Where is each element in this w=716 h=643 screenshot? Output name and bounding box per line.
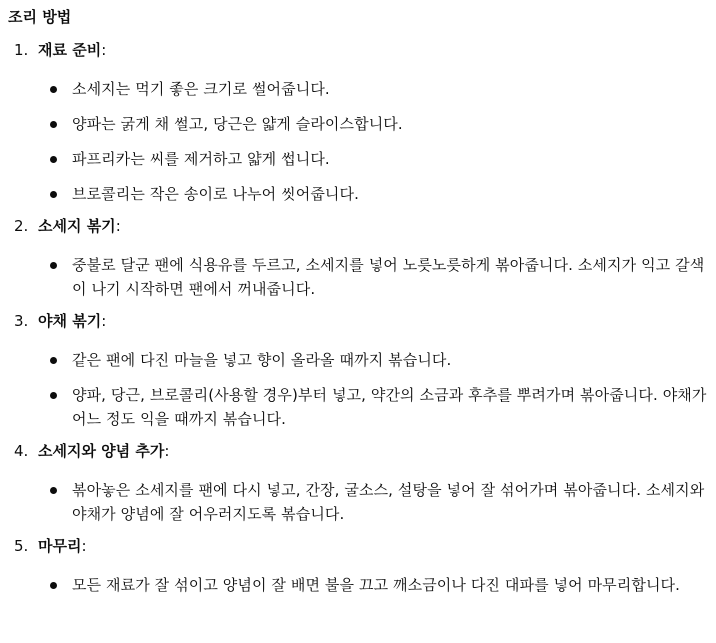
bullet-item	[8, 171, 712, 206]
bullet-dot-icon	[50, 392, 57, 399]
bullet-item	[8, 136, 712, 171]
bullet-dot-icon	[50, 121, 57, 128]
step-name: 재료 준비	[38, 41, 102, 59]
bullet-dot-icon	[50, 191, 57, 198]
bullet-item	[8, 337, 712, 372]
step-number: 5.	[14, 537, 29, 555]
bullet-dot-icon	[50, 156, 57, 163]
step-colon: :	[101, 312, 107, 330]
steps-list	[8, 34, 712, 597]
bullet-text: 볶아놓은 소세지를 팬에 다시 넣고, 간장, 굴소스, 설탕을 넣어 잘 섞어가며 볶아줍니다. 소세지와 야채가 양념에 잘 어우러지도록 볶습니다.	[72, 481, 705, 523]
step-number: 4.	[14, 442, 29, 460]
bullet-text: 파프리카는 씨를 제거하고 얇게 썹니다.	[72, 150, 330, 168]
bullet-item	[8, 372, 712, 431]
step-colon: :	[101, 41, 107, 59]
step-title	[8, 530, 712, 562]
step-item	[8, 210, 712, 301]
step-colon: :	[81, 537, 87, 555]
bullet-text: 중불로 달군 팬에 식용유를 두르고, 소세지를 넣어 노릇노릇하게 볶아줍니다. 소세지가 익고 갈색이 나기 시작하면 팬에서 꺼내줍니다.	[72, 256, 705, 298]
step-number: 1.	[14, 41, 29, 59]
step-name: 소세지 볶기	[38, 217, 116, 235]
step-name: 소세지와 양념 추가	[38, 442, 165, 460]
bullet-text: 양파, 당근, 브로콜리(사용할 경우)부터 넣고, 약간의 소금과 후추를 뿌려가며 볶아줍니다. 야채가 어느 정도 익을 때까지 볶습니다.	[72, 386, 707, 428]
step-colon: :	[115, 217, 121, 235]
step-name: 마무리	[38, 537, 82, 555]
bullet-list	[8, 337, 712, 431]
bullet-dot-icon	[50, 582, 57, 589]
step-number: 2.	[14, 217, 29, 235]
bullet-dot-icon	[50, 487, 57, 494]
step-name: 야채 볶기	[38, 312, 102, 330]
bullet-text: 같은 팬에 다진 마늘을 넣고 향이 올라올 때까지 볶습니다.	[72, 351, 452, 369]
bullet-text: 브로콜리는 작은 송이로 나누어 씻어줍니다.	[72, 185, 359, 203]
bullet-text: 소세지는 먹기 좋은 크기로 썰어줍니다.	[72, 80, 330, 98]
step-number: 3.	[14, 312, 29, 330]
step-item	[8, 34, 712, 206]
bullet-item	[8, 101, 712, 136]
step-title	[8, 210, 712, 242]
bullet-item	[8, 562, 712, 597]
step-item	[8, 305, 712, 431]
bullet-list	[8, 562, 712, 597]
step-title	[8, 34, 712, 66]
section-heading: 조리 방법	[8, 8, 72, 26]
recipe-document	[8, 0, 712, 597]
bullet-dot-icon	[50, 357, 57, 364]
step-item	[8, 435, 712, 526]
bullet-item	[8, 242, 712, 301]
bullet-item	[8, 467, 712, 526]
bullet-list	[8, 66, 712, 206]
bullet-text: 모든 재료가 잘 섞이고 양념이 잘 배면 불을 끄고 깨소금이나 다진 대파를 넣어 마무리합니다.	[72, 576, 680, 594]
bullet-list	[8, 242, 712, 301]
bullet-item	[8, 66, 712, 101]
step-title	[8, 435, 712, 467]
step-title	[8, 305, 712, 337]
bullet-dot-icon	[50, 262, 57, 269]
step-item	[8, 530, 712, 597]
step-colon: :	[164, 442, 170, 460]
bullet-text: 양파는 굵게 채 썰고, 당근은 얇게 슬라이스합니다.	[72, 115, 403, 133]
bullet-dot-icon	[50, 86, 57, 93]
bullet-list	[8, 467, 712, 526]
